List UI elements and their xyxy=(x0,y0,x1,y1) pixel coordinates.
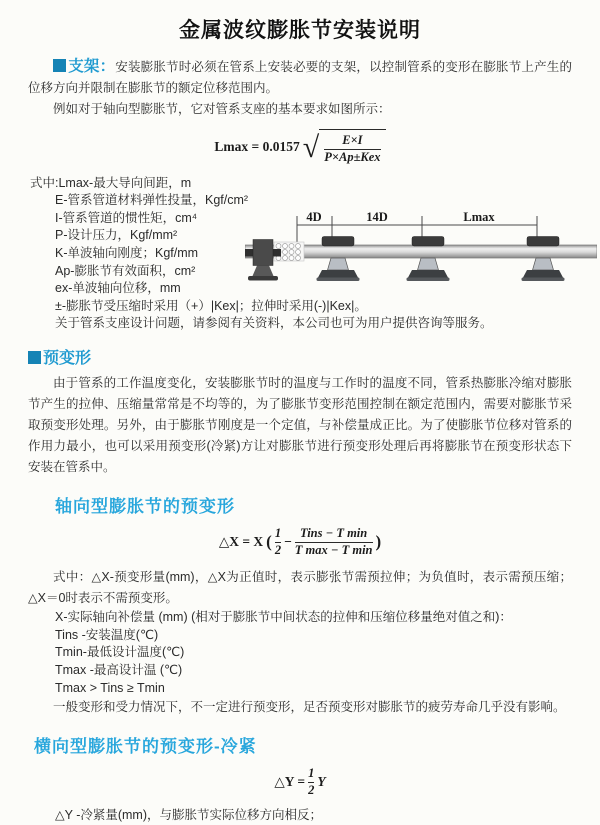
definitions-lead: 式中:Lmax-最大导向间距，m xyxy=(30,176,192,191)
support-intro-text: 安装膨胀节时必须在管系上安装必要的支架，以控制管系的变形在膨胀节上产生的位移方向并限制在膨胀节的额定位移范围内。 xyxy=(28,60,572,95)
support-note-line: 关于管系支座设计问题，请参阅有关资料，本公司也可为用户提供咨询等服务。 xyxy=(55,316,493,331)
right-paren: ) xyxy=(375,532,382,552)
support-intro-paragraph xyxy=(28,56,572,99)
formula-dx-frac-half xyxy=(275,526,281,558)
left-paren: ( xyxy=(266,532,272,552)
formula-lmax-denominator: P×Ap±Kex xyxy=(324,149,381,164)
formula-lmax-fraction xyxy=(324,133,380,165)
predeform-body-paragraph: 由于管系的工作温度变化，安装膨胀节时的温度与工作时的温度不同，管系热膨胀冷缩对膨胀节产生的拉伸、压缩量常常是不均等的，为了膨胀节变形范围控制在额定范围内，需要对膨胀节采取预变形处理。另外，由于膨胀节刚度是一个定值，与补偿量成正比。为了使膨胀节位移对管系的作用力最小，也可以采用预变形(冷紧)方让对膨胀节进行预变形处理后再将膨胀节在预变形状态下安装在管系中。 xyxy=(28,376,572,474)
formula-dx-lhs: △X = X xyxy=(218,534,264,550)
frac-dy-numerator: 1 xyxy=(308,766,315,781)
definition-item: Ap-膨胀节有效面积，cm² xyxy=(55,263,196,278)
axial-list-item: X-实际轴向补偿量 (mm) (相对于膨胀节中间状态的拉伸和压缩位移量绝对值之和)： xyxy=(55,610,512,625)
formula-lmax-radicand xyxy=(319,129,385,165)
section-marker-icon xyxy=(28,351,41,364)
page-title: 金属波纹膨胀节安装说明 xyxy=(179,19,421,42)
formula-delta-y xyxy=(28,766,572,798)
lateral-note-line: △Y -冷紧量(mm)，与膨胀节实际位移方向相反； xyxy=(55,808,323,823)
frac-temp-denominator: T max − T min xyxy=(294,542,373,557)
pipe-support-diagram xyxy=(245,208,597,300)
formula-lmax xyxy=(28,129,572,165)
predeform-heading-label: 预变形 xyxy=(43,350,92,367)
formula-dy-frac xyxy=(308,766,314,798)
formula-dx-frac-temp xyxy=(295,526,373,558)
axial-list-item: Tmax -最高设计温 (℃) xyxy=(55,663,183,678)
section-marker-icon xyxy=(53,59,66,72)
frac-half-numerator: 1 xyxy=(274,526,282,540)
formula-lmax-lhs: Lmax = 0.0157 xyxy=(214,139,300,155)
frac-half-denominator: 2 xyxy=(274,542,282,557)
definition-item: K-单波轴向刚度；Kgf/mm xyxy=(55,246,199,261)
dim-label-14d: 14D xyxy=(366,210,388,224)
definition-item: ex-单波轴向位移，mm xyxy=(55,281,181,296)
document-page xyxy=(0,14,600,823)
axial-subsection-heading: 轴向型膨胀节的预变形 xyxy=(55,497,235,516)
formula-dx-operator: − xyxy=(284,534,292,550)
frac-temp-numerator: Tins − T min xyxy=(300,526,368,540)
dim-label-lmax: Lmax xyxy=(463,210,495,224)
dim-label-4d: 4D xyxy=(306,210,322,224)
formula-delta-x xyxy=(28,526,572,558)
axial-symbol-list xyxy=(28,609,572,697)
support-heading-label: 支架： xyxy=(68,58,116,75)
lateral-subsection-heading: 横向型膨胀节的预变形-冷紧 xyxy=(34,737,257,757)
pipe-guide-support xyxy=(522,237,565,282)
axial-note-line: 一般变形和受力情况下，不一定进行预变形，足否预变形对膨胀节的疲劳寿命几乎没有影响。 xyxy=(53,700,566,715)
definition-item: E-管系管道材料弹性投量，Kgf/cm² xyxy=(55,193,249,208)
axial-list-item: Tmax > Tins ≥ Tmin xyxy=(55,680,165,695)
axial-list-item: Tins -安装温度(℃) xyxy=(55,627,159,642)
formula-dy-lhs: △Y = xyxy=(274,774,306,790)
formula-dy-rhs: Y xyxy=(317,774,326,790)
definition-item: I-管系管道的惯性矩，cm⁴ xyxy=(55,210,198,225)
predeform-section-heading xyxy=(28,345,572,368)
pipe-guide-support xyxy=(407,237,450,282)
support-section-heading xyxy=(53,58,115,75)
formula-lmax-numerator: E×I xyxy=(342,133,363,147)
axial-explain-paragraph: 式中：△X-预变形量(mm)，△X为正值时，表示膨张节需预拉伸；为负值时，表示需预压缩；△X＝0时表示不需预变形。 xyxy=(28,570,572,606)
pipe-guide-support xyxy=(317,237,360,282)
radical-sign: √ xyxy=(302,131,320,165)
axial-list-item: Tmin-最低设计温度(℃) xyxy=(55,645,185,660)
frac-dy-denominator: 2 xyxy=(308,782,315,797)
definition-item: ±-膨胀节受压缩时采用（+）|Kex|；拉伸时采用(-)|Kex|。 xyxy=(55,298,367,313)
support-example-line: 例如对于轴向型膨胀节，它对管系支座的基本要求如图所示： xyxy=(53,102,391,116)
definition-item: P-设计压力，Kgf/mm² xyxy=(55,228,178,243)
